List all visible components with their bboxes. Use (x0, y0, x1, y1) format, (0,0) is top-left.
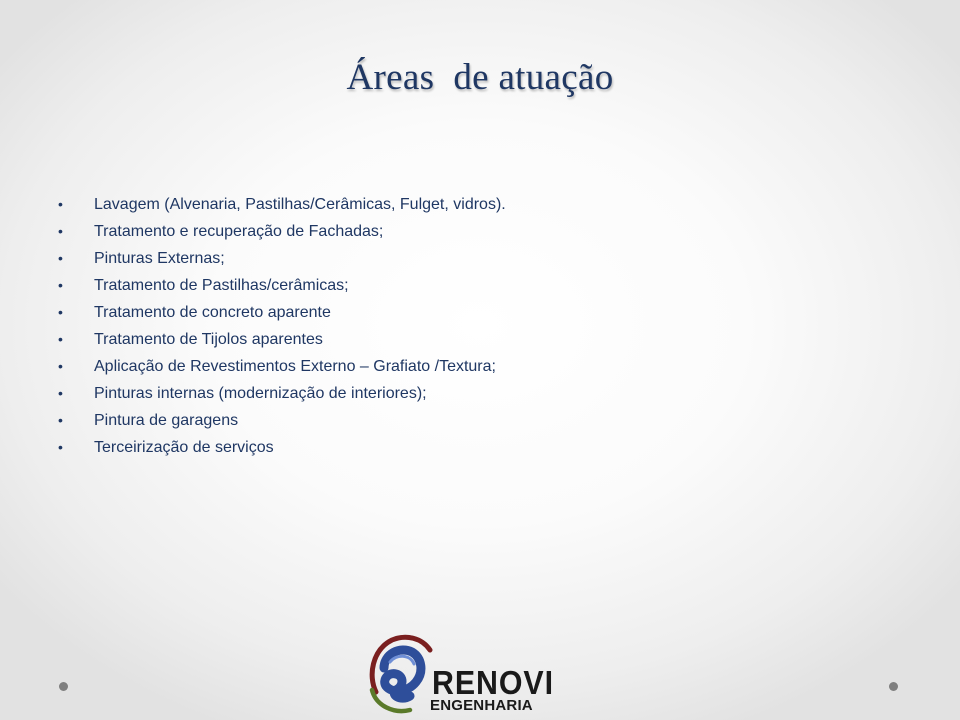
decorative-dot-icon (59, 682, 68, 691)
company-logo (366, 632, 556, 716)
bullet-icon: • (58, 358, 63, 374)
bullet-icon: • (58, 331, 63, 347)
list-item-text: Pinturas Externas; (94, 250, 225, 267)
list-item-text: Tratamento de concreto aparente (94, 304, 331, 321)
renovi-swirl-logo-icon (366, 632, 436, 716)
bullet-icon: • (58, 277, 63, 293)
bullet-icon: • (58, 412, 63, 428)
slide-title: Áreas de atuação (346, 57, 614, 98)
logo-wordmark: RENOVI (432, 664, 554, 701)
decorative-dot-icon (889, 682, 898, 691)
list-item-text: Tratamento de Pastilhas/cerâmicas; (94, 277, 349, 294)
list-item-text: Tratamento e recuperação de Fachadas; (94, 223, 384, 240)
bullet-icon: • (58, 223, 63, 239)
list-item-text: Terceirização de serviços (94, 439, 274, 456)
bullet-icon: • (58, 250, 63, 266)
logo-subtitle: ENGENHARIA (430, 697, 533, 714)
bullet-icon: • (58, 196, 63, 212)
list-item-text: Tratamento de Tijolos aparentes (94, 331, 323, 348)
list-item-text: Lavagem (Alvenaria, Pastilhas/Cerâmicas, Fulget, vidros). (94, 196, 506, 213)
bullet-icon: • (58, 304, 63, 320)
list-item-text: Pintura de garagens (94, 412, 239, 429)
list-item-text: Pinturas internas (modernização de interiores); (94, 385, 427, 402)
list-item-text: Aplicação de Revestimentos Externo – Grafiato /Textura; (94, 358, 496, 375)
bullet-icon: • (58, 439, 63, 455)
bullet-icon: • (58, 385, 63, 401)
